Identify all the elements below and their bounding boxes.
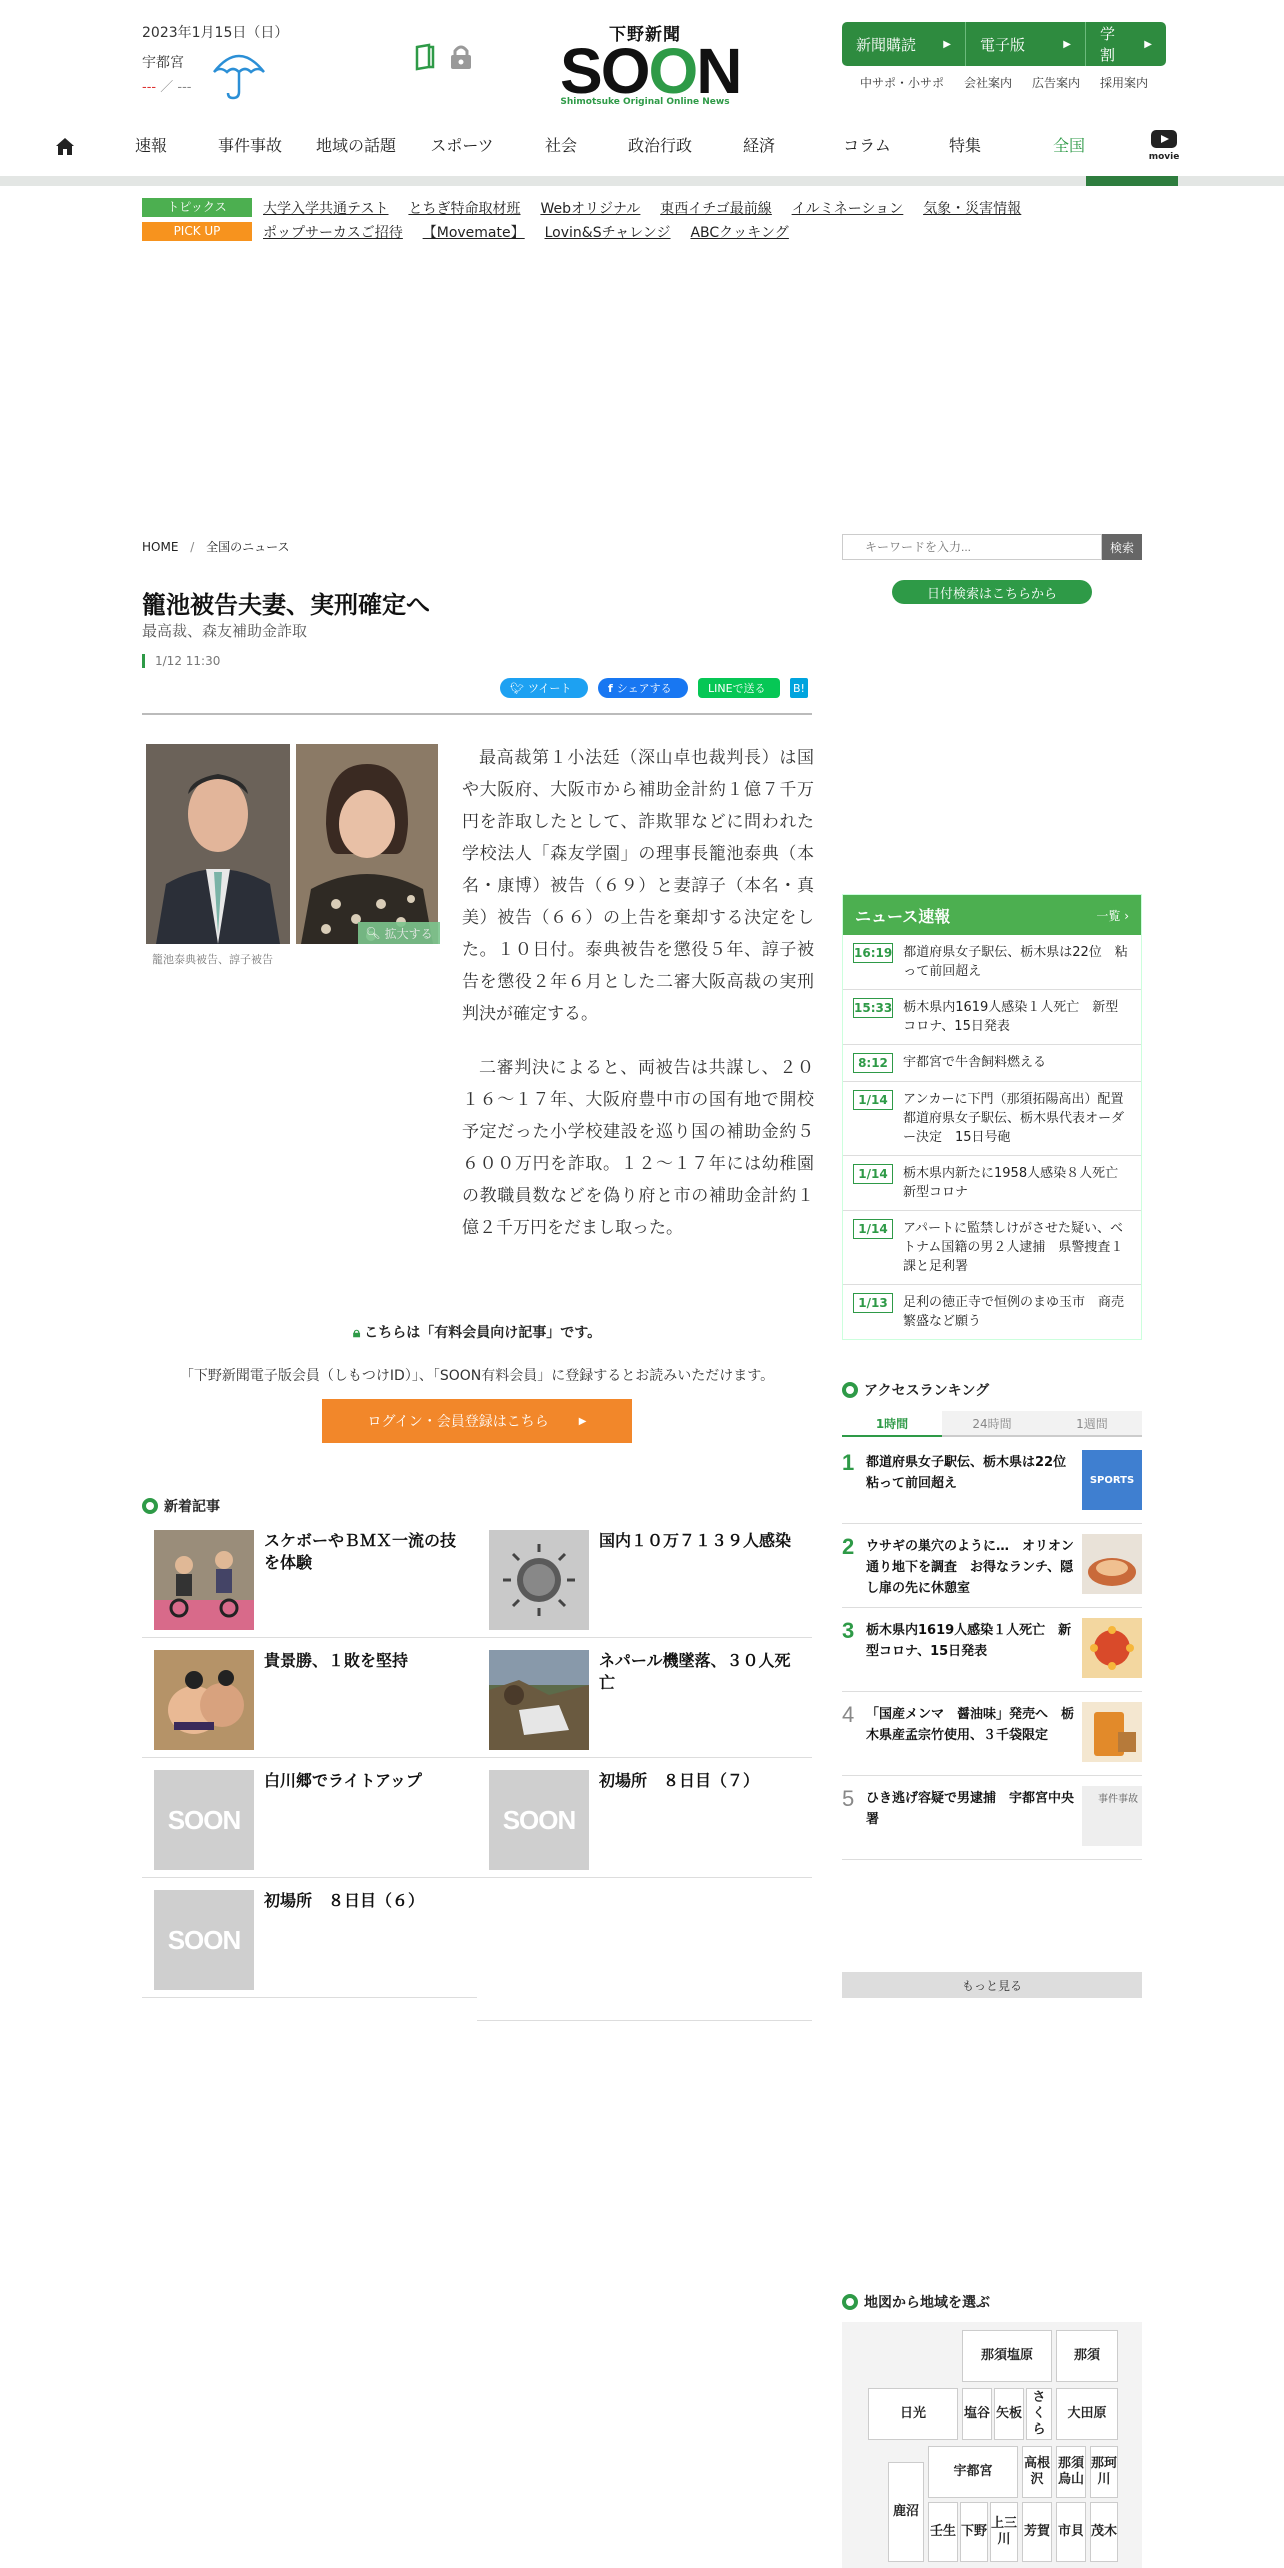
breadcrumb-home[interactable]: HOME (142, 540, 179, 554)
header-date: 2023年1月15日（日） (142, 25, 289, 41)
region-shioya-nasushiobara[interactable]: 那須塩原 (962, 2330, 1052, 2382)
link-support[interactable]: 中サポ・小サポ (860, 76, 945, 90)
temp-high: --- (142, 80, 157, 95)
region-nikko[interactable]: 日光 (868, 2388, 958, 2440)
date-search-button[interactable]: 日付検索はこちらから (892, 580, 1092, 604)
topic-link[interactable]: 気象・災害情報 (923, 201, 1022, 217)
article-thumb (154, 1530, 254, 1630)
list-item[interactable] (477, 1518, 812, 1638)
region-otawara[interactable]: 大田原 (1056, 2388, 1118, 2440)
nav-item-economy[interactable]: 経済 (742, 136, 775, 155)
region-map (842, 2322, 1142, 2568)
breadcrumb-current[interactable]: 全国のニュース (206, 540, 290, 554)
article-paragraph: 二審判決によると、両被告は共謀し、２０１６～１７年、大阪府豊中市の国有地で開校予定だった小学校建設を巡り国の補助金約５６００万円を詐取。１２～１７年には幼稚園の教職員数などを偽り府と市の補助金計約１億２千万円をだまし取った。 (462, 1058, 814, 1238)
topics-tag: トピックス (142, 198, 252, 217)
soon-placeholder-thumb: SOON (154, 1770, 254, 1870)
share-buttons (500, 678, 808, 698)
flash-item[interactable]: 15:33 栃木県内1619人感染１人死亡 新型コロナ、15日発表 (843, 990, 1141, 1045)
region-sakura[interactable]: さくら (1026, 2388, 1052, 2440)
tab-24hours[interactable]: 24時間 (942, 1411, 1042, 1437)
digital-edition-button[interactable]: 電子版 ▶ (966, 22, 1086, 66)
twitter-icon: 🐦︎ (510, 681, 524, 695)
ranking-thumb (1082, 1534, 1142, 1594)
ranking-item[interactable]: 4 「国産メンマ 醤油味」発売へ 栃木県産孟宗竹使用、３千袋限定 (842, 1692, 1142, 1776)
topics-list (263, 198, 1021, 218)
logo-sub: Shimotsuke Original Online News (560, 97, 730, 107)
topic-link[interactable]: 大学入学共通テスト (263, 201, 389, 217)
lock-icon: 🔒︎ (352, 1325, 361, 1341)
flash-item[interactable]: 1/14 アパートに監禁しけがさせた疑い、ベトナム国籍の男２人逮捕 県警捜査１課と足利署 (843, 1211, 1141, 1285)
nav-item-local[interactable]: 地域の話題 (315, 136, 396, 155)
nav-item-incidents[interactable]: 事件事故 (217, 136, 282, 155)
article-body (462, 742, 814, 1266)
umbrella-icon (210, 44, 268, 100)
pickup-link[interactable]: Lovin&Sチャレンジ (544, 225, 671, 241)
login-register-button[interactable]: ログイン・会員登録はこちら ▶ (322, 1399, 632, 1443)
ranking-item[interactable]: 2 ウサギの巣穴のように… オリオン通り地下を調査 お得なランチ、隠し扉の先に休憩室 (842, 1524, 1142, 1608)
link-company[interactable]: 会社案内 (964, 76, 1013, 90)
ranking-tabs (842, 1411, 1142, 1437)
ranking-item[interactable]: 5 ひき逃げ容疑で男逮捕 宇都宮中央署 事件事故 (842, 1776, 1142, 1860)
flash-item[interactable]: 1/13 足利の徳正寺で恒例のまゆ玉市 商売繁盛など願う (843, 1285, 1141, 1339)
book-icon[interactable] (410, 42, 440, 72)
magnifier-icon: 🔍︎ (365, 926, 381, 940)
topic-link[interactable]: 東西イチゴ最前線 (660, 201, 772, 217)
photo-woman[interactable] (296, 744, 438, 944)
article-title-link[interactable]: 初場所 ８日目（６） (264, 1891, 425, 1910)
news-flash-header: ニュース速報 一覧 › (843, 895, 1141, 935)
region-nasu[interactable]: 那須 (1056, 2330, 1118, 2382)
ranking-heading: アクセスランキング (842, 1380, 989, 1400)
region-motegi[interactable]: 茂木 (1090, 2502, 1118, 2562)
list-divider (477, 2020, 812, 2021)
line-share-button[interactable]: LINEで送る (698, 678, 780, 698)
ranking-thumb: 事件事故 (1082, 1786, 1142, 1846)
article-title-link[interactable]: 初場所 ８日目（７） (599, 1771, 760, 1790)
list-item[interactable] (142, 1878, 477, 1998)
flash-item[interactable]: 16:19 都道府県女子駅伝、栃木県は22位 粘って前回超え (843, 935, 1141, 990)
weather-city: 宇都宮 (142, 55, 184, 71)
list-item[interactable] (142, 1518, 477, 1638)
search-button[interactable]: 検索 (1102, 534, 1142, 560)
movie-label: movie (1148, 151, 1180, 162)
region-nakagawa[interactable]: 那珂川 (1090, 2446, 1118, 2498)
soon-placeholder-thumb: SOON (154, 1890, 254, 1990)
photo-man[interactable] (146, 744, 290, 944)
region-shimotsuke[interactable]: 下野 (960, 2502, 988, 2562)
region-utsunomiya[interactable]: 宇都宮 (928, 2446, 1018, 2498)
facebook-share-button[interactable]: f シェアする (598, 678, 688, 698)
youtube-icon (1151, 130, 1177, 148)
list-item[interactable] (477, 1758, 812, 1878)
ranking-thumb (1082, 1618, 1142, 1678)
search-input[interactable] (843, 535, 1101, 559)
breadcrumb: HOME / 全国のニュース (142, 540, 290, 554)
paywall-notice: 🔒︎ こちらは「有料会員向け記事」です。 (352, 1325, 602, 1341)
temp-sep: ／ (160, 80, 174, 95)
link-ads[interactable]: 広告案内 (1032, 76, 1081, 90)
nav-home[interactable] (0, 116, 130, 176)
topic-link[interactable]: とちぎ特命取材班 (408, 201, 521, 217)
link-recruit[interactable]: 採用案内 (1100, 76, 1149, 90)
region-ichikai[interactable]: 市貝 (1056, 2502, 1086, 2562)
logo-mark: SOON (560, 35, 741, 107)
weather-temp (142, 76, 191, 95)
main-nav (0, 116, 1284, 176)
topic-link[interactable]: イルミネーション (791, 201, 904, 217)
logo-jp: 下野新聞 (609, 25, 681, 45)
bullet-icon (142, 1498, 158, 1514)
nav-item-national[interactable]: 全国 (1052, 136, 1085, 155)
ranking-thumb: SPORTS (1082, 1450, 1142, 1510)
student-discount-button[interactable]: 学割 ▶ (1086, 22, 1166, 66)
photo-caption: 籠池泰典被告、諄子被告 (152, 953, 273, 966)
article-title-link[interactable]: 白川郷でライトアップ (264, 1771, 422, 1790)
ranking-item[interactable]: 1 都道府県女子駅伝、栃木県は22位 粘って前回超え SPORTS (842, 1440, 1142, 1524)
flash-item[interactable]: 1/14 アンカーに下門（那須拓陽高出）配置 都道府県女子駅伝、栃木県代表オーダー決定 15日号砲 (843, 1082, 1141, 1156)
lock-icon[interactable] (446, 42, 476, 72)
tweet-button[interactable]: 🐦︎ ツイート (500, 678, 588, 698)
temp-low: --- (177, 80, 192, 95)
article-divider (142, 713, 812, 715)
region-takanezawa[interactable]: 高根沢 (1022, 2446, 1052, 2498)
site-logo[interactable] (560, 20, 741, 107)
article-title-link[interactable]: ネパール機墜落、３０人死亡 (599, 1651, 791, 1692)
paywall-description: 「下野新聞電子版会員（しもつけID）」、「SOON有料会員」に登録するとお読みいただけます。 (179, 1368, 775, 1384)
region-yaita[interactable]: 矢板 (994, 2388, 1024, 2440)
subscribe-button[interactable]: 新聞購読 ▶ (842, 22, 966, 66)
region-nasukarasuyama[interactable]: 那須烏山 (1056, 2446, 1086, 2498)
region-shioya[interactable]: 塩谷 (962, 2388, 992, 2440)
region-mibu[interactable]: 壬生 (928, 2502, 958, 2562)
arrow-icon: ▶ (578, 1415, 587, 1427)
ranking-thumb (1082, 1702, 1142, 1762)
more-button[interactable]: もっと見る (842, 1972, 1142, 1998)
list-item[interactable] (142, 1758, 477, 1878)
article-thumb (489, 1530, 589, 1630)
header-links (860, 74, 1148, 91)
region-haga[interactable]: 芳賀 (1022, 2502, 1052, 2562)
article-paragraph: 最高裁第１小法廷（深山卓也裁判長）は国や大阪府、大阪市から補助金計約１億７千万円を詐取したとして、詐欺罪などに問われた学校法人「森友学園」の理事長籠池泰典（本名・康博）被告（６９）と妻諄子（本名・真美）被告（６６）の上告を棄却する決定をした。１０日付。泰典被告を懲役５年、諄子被告を懲役２年６月とした二審大阪高裁の実刑判決が確定する。 (462, 748, 814, 1024)
topic-link[interactable]: Webオリジナル (540, 201, 641, 217)
nav-item-society[interactable]: 社会 (544, 136, 577, 155)
article-thumb (489, 1650, 589, 1750)
article-title: 籠池被告夫妻、実刑確定へ (142, 591, 430, 619)
flash-more-link[interactable]: 一覧 › (1096, 908, 1129, 923)
article-title-link[interactable]: スケボーやＢＭＸ一流の技を体験 (264, 1531, 457, 1572)
tab-1hour[interactable]: 1時間 (842, 1411, 942, 1437)
nav-item-feature[interactable]: 特集 (948, 136, 981, 155)
nav-movie[interactable] (1144, 116, 1184, 176)
zoom-button[interactable]: 🔍︎ 拡大する (358, 922, 440, 944)
article-date: 1/12 11:30 (142, 654, 220, 668)
nav-item-column[interactable]: コラム (843, 136, 891, 155)
pickup-link[interactable]: 【Movemate】 (422, 225, 525, 241)
nav-item-breaking[interactable]: 速報 (134, 136, 167, 155)
bullet-icon (842, 2294, 858, 2310)
list-item[interactable] (477, 1638, 812, 1758)
nav-active-indicator (1086, 176, 1178, 186)
pickup-link[interactable]: ポップサーカスご招待 (263, 225, 403, 241)
pickup-link[interactable]: ABCクッキング (690, 225, 789, 241)
article-title-link[interactable]: 貴景勝、１敗を堅持 (264, 1651, 409, 1670)
search-box (842, 534, 1102, 560)
soon-placeholder-thumb: SOON (489, 1770, 589, 1870)
region-kaminokawa[interactable]: 上三川 (990, 2502, 1018, 2562)
new-articles-heading: 新着記事 (142, 1496, 220, 1516)
pickup-tag: PICK UP (142, 222, 252, 241)
header-buttons (842, 22, 1166, 66)
region-kanuma[interactable]: 鹿沼 (888, 2462, 924, 2562)
flash-item[interactable]: 1/14 栃木県内新たに1958人感染８人死亡 新型コロナ (843, 1156, 1141, 1211)
home-icon (54, 135, 76, 157)
map-heading: 地図から地域を選ぶ (842, 2292, 990, 2312)
list-item[interactable] (142, 1638, 477, 1758)
facebook-icon: f (608, 681, 613, 695)
hatena-bookmark-button[interactable]: B! (790, 678, 808, 698)
flash-item[interactable]: 8:12 宇都宮で牛舎飼料燃える (843, 1045, 1141, 1082)
pickup-list (263, 222, 789, 242)
news-flash (842, 894, 1142, 1340)
nav-item-politics[interactable]: 政治行政 (627, 136, 692, 155)
article-thumb (154, 1650, 254, 1750)
article-title-link[interactable]: 国内１０万７１３９人感染 (599, 1531, 792, 1550)
nav-item-sports[interactable]: スポーツ (430, 136, 494, 155)
tab-1week[interactable]: 1週間 (1042, 1411, 1142, 1437)
ranking-item[interactable]: 3 栃木県内1619人感染１人死亡 新型コロナ、15日発表 (842, 1608, 1142, 1692)
article-subtitle: 最高裁、森友補助金詐取 (142, 622, 308, 640)
bullet-icon (842, 1382, 858, 1398)
